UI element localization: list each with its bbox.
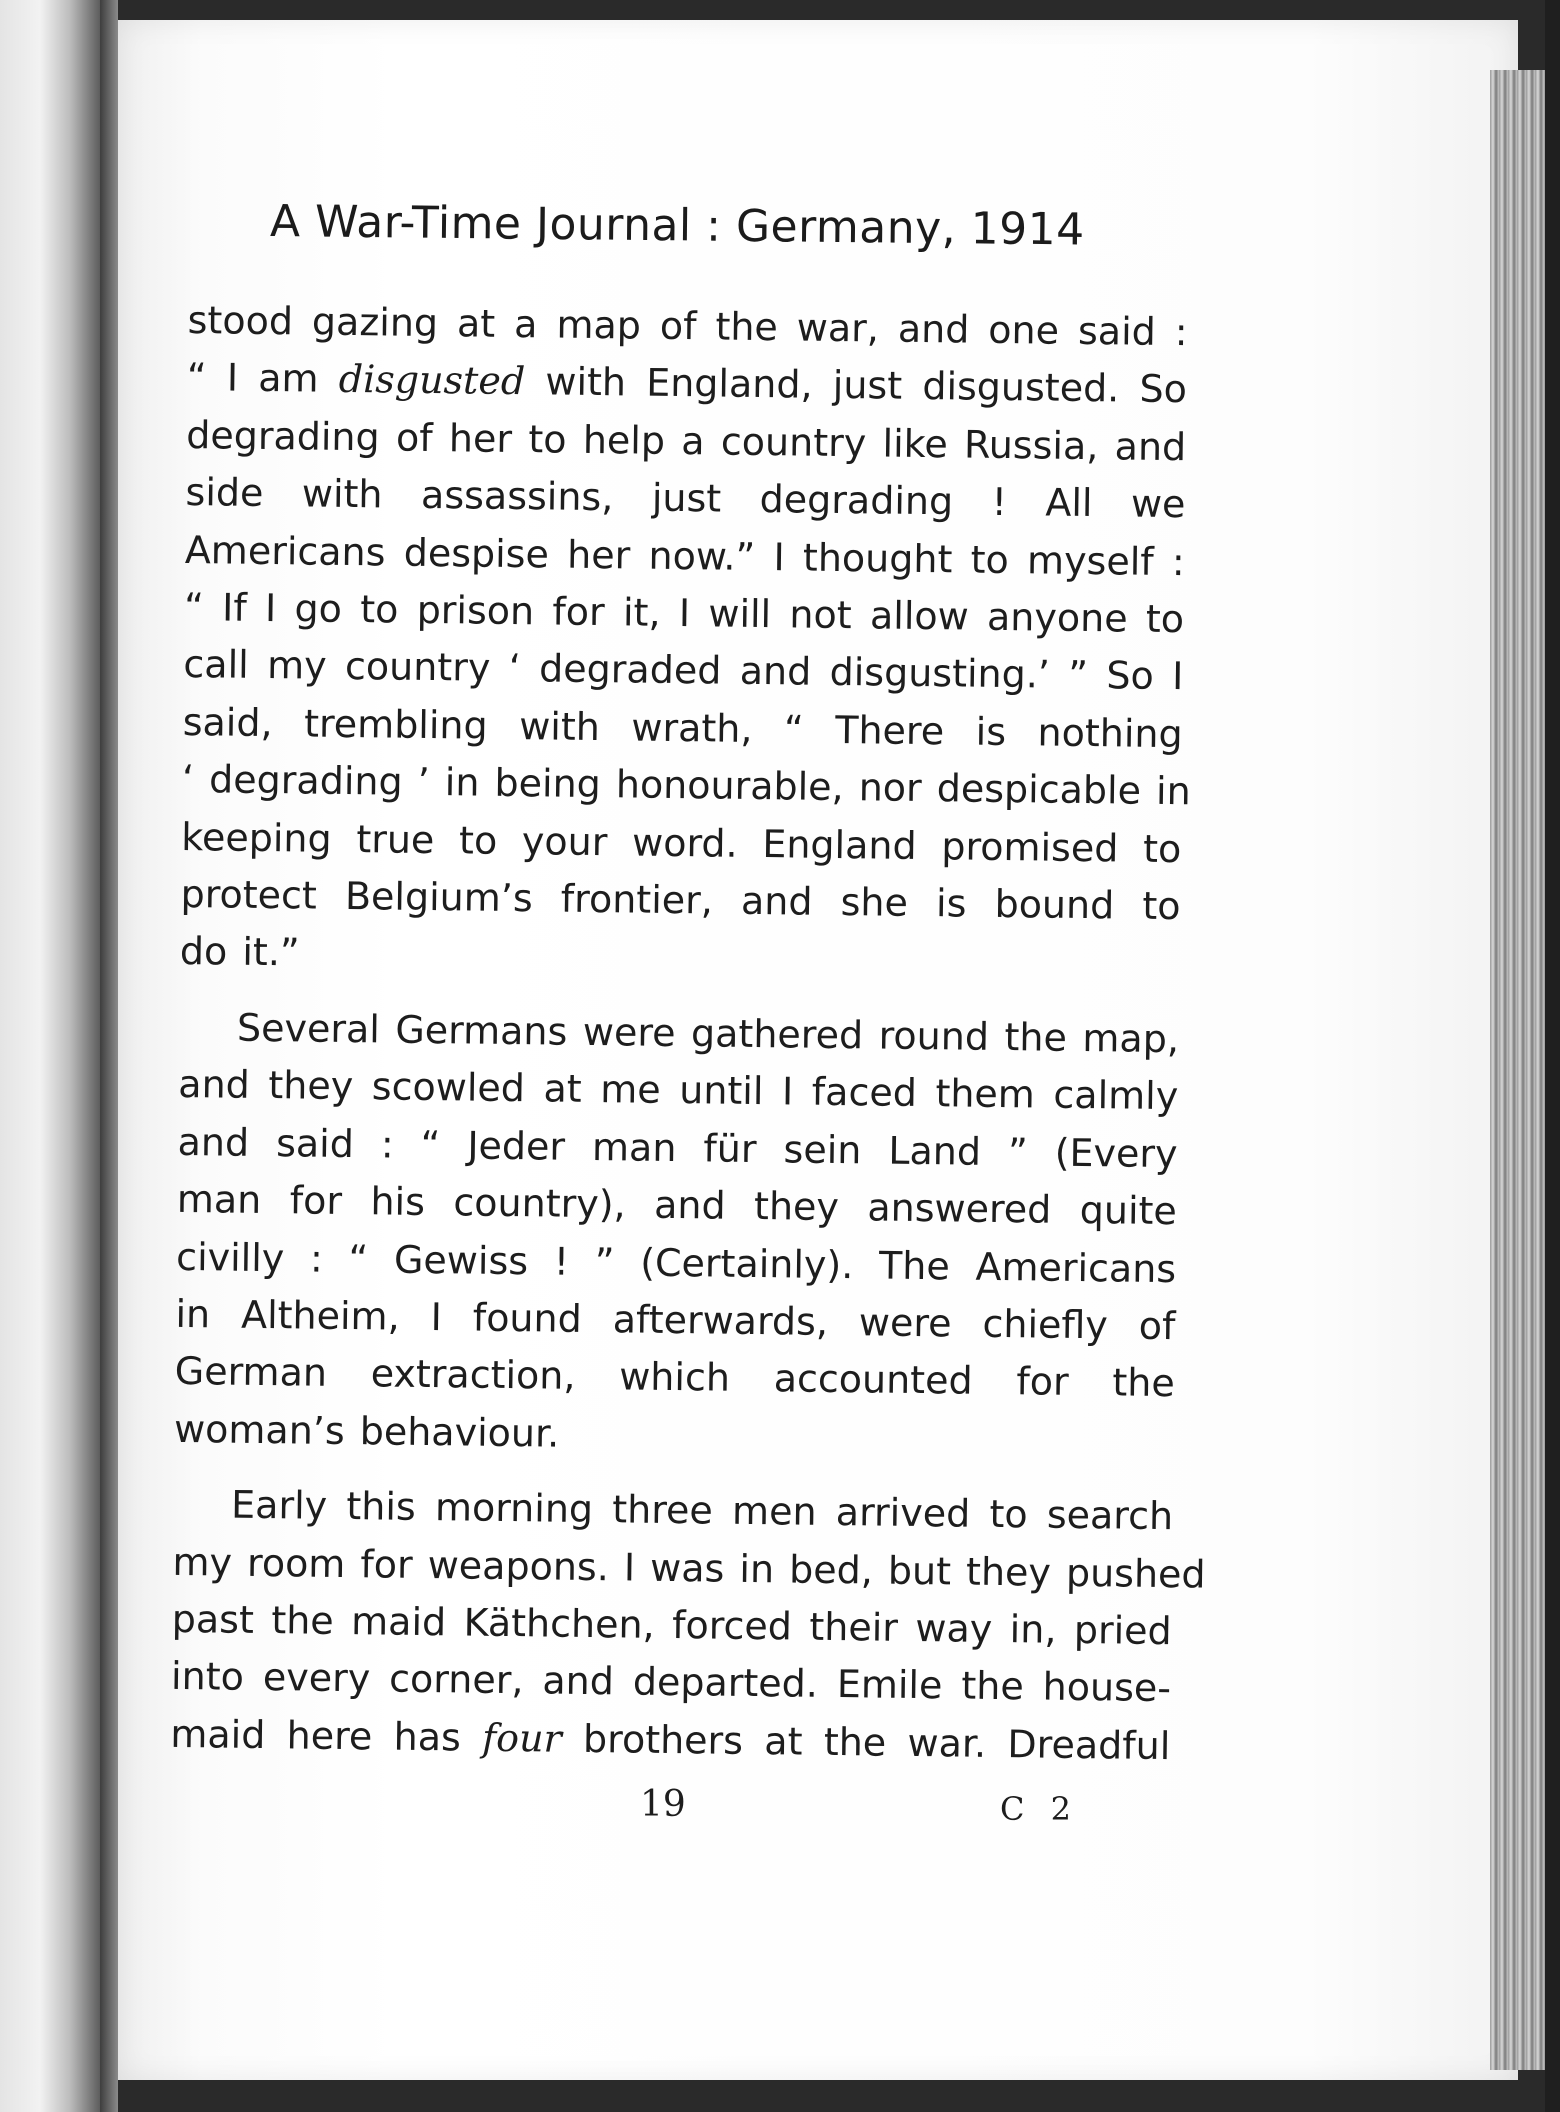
text-run: side with assassins, just degrading ! All we	[185, 470, 1186, 527]
text-line	[174, 1401, 1175, 1471]
italic-text: disgusted	[338, 357, 526, 404]
paragraph	[170, 1476, 1206, 1775]
running-head: A War-Time Journal : Germany, 1914	[269, 196, 1085, 256]
text-run: stood gazing at a map of the war, and one said :	[187, 297, 1188, 355]
text-run: into every corner, and departed. Emile the house-	[170, 1654, 1172, 1711]
paragraph	[179, 292, 1191, 993]
book-gutter	[100, 0, 118, 2112]
text-run: and said : “ Jeder man für sein Land ” (Every	[177, 1119, 1178, 1176]
text-run: in Altheim, I found afterwards, were chiefly of	[175, 1291, 1176, 1349]
text-run: my room for weapons. I was in bed, but they pushed	[172, 1539, 1206, 1597]
text-run: keeping true to your word. England promised to	[181, 814, 1182, 871]
text-run: with England, just disgusted. So	[524, 359, 1188, 412]
text-run: and they scowled at me until I faced them calmly	[178, 1062, 1179, 1119]
text-run: civilly : “ Gewiss ! ” (Certainly). The Americans	[175, 1234, 1177, 1291]
text-run: Early this morning three men arrived to search	[230, 1482, 1174, 1539]
text-run: do it.”	[179, 929, 300, 975]
text-run: “ If I go to prison for it, I will not allow anyone to	[183, 585, 1185, 642]
text-run: call my country ‘ degraded and disgusting.’ ” So I	[183, 642, 1184, 699]
body-text	[170, 292, 1206, 1793]
text-run: ‘ degrading ’ in being honourable, nor despicable in	[181, 757, 1191, 814]
facing-page-edge	[0, 0, 100, 2112]
text-run: Americans despise her now.” I thought to myself :	[184, 527, 1186, 584]
scan-border	[1545, 0, 1560, 2112]
text-line	[170, 1706, 1171, 1776]
text-run: woman’s behaviour.	[173, 1406, 560, 1456]
text-run: degrading of her to help a country like Russia, and	[185, 412, 1187, 470]
italic-text: four	[481, 1715, 563, 1761]
text-run: German extraction, which accounted for the	[174, 1349, 1176, 1406]
text-run: protect Belgium’s frontier, and she is bound to	[180, 872, 1181, 929]
text-run: Several Germans were gathered round the map,	[236, 1005, 1180, 1062]
page-number: 19	[640, 1784, 686, 1825]
text-run: brothers at the war. Dreadful	[561, 1716, 1171, 1768]
text-run: maid here has	[170, 1711, 483, 1760]
text-run: man for his country), and they answered quite	[176, 1177, 1178, 1234]
text-line	[180, 923, 1181, 993]
text-run: past the maid Käthchen, forced their way in, pried	[171, 1596, 1172, 1654]
signature-mark: C 2	[1000, 1790, 1080, 1828]
text-run: said, trembling with wrath, “ There is nothing	[182, 699, 1183, 757]
paragraph	[174, 999, 1180, 1470]
text-run: “ I am	[186, 355, 340, 402]
